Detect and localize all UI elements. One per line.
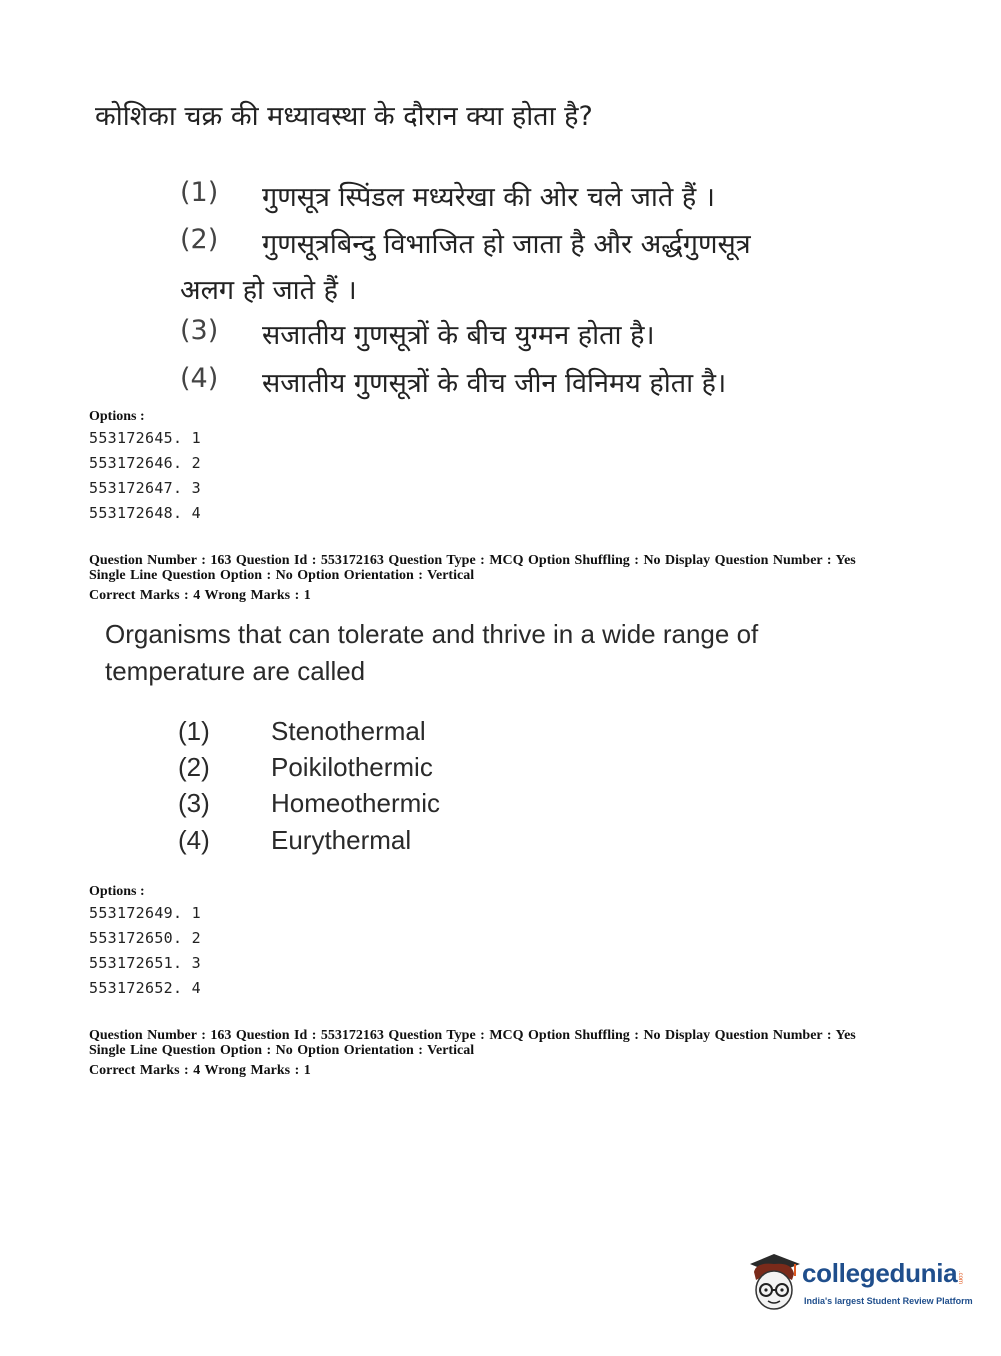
option-text: गुणसूत्रबिन्दु विभाजित हो जाता है और अर्द्धगुणसूत्र: [262, 229, 751, 260]
question-meta-line-1: Question Number : 163 Question Id : 553172163 Question Type : MCQ Option Shuffling : No Display Question Number : Yes: [89, 1028, 856, 1043]
option-text: सजातीय गुणसूत्रों के बीच युग्मन होता है।: [262, 320, 655, 351]
q1-option-4: [180, 363, 880, 397]
marks-line: Correct Marks : 4 Wrong Marks : 1: [89, 588, 311, 603]
options-label: Options :: [89, 409, 145, 424]
option-number: (3): [178, 788, 210, 818]
option-number: (3): [180, 315, 219, 346]
option-text: सजातीय गुणसूत्रों के वीच जीन विनिमय होता है।: [262, 368, 727, 399]
question-meta-line-1: Question Number : 163 Question Id : 553172163 Question Type : MCQ Option Shuffling : No Display Question Number : Yes: [89, 553, 856, 568]
question-1-text: कोशिका चक्र की मध्यावस्था के दौरान क्या होता है?: [95, 101, 593, 132]
options-label: Options :: [89, 884, 145, 899]
option-text: अलग हो जाते हैं ।: [180, 275, 357, 306]
collegedunia-logo: [744, 1250, 974, 1320]
q1-option-3: [180, 315, 880, 349]
option-number: (4): [178, 825, 210, 855]
logo-wordmark: collegedunia: [802, 1258, 958, 1288]
question-2-text: Organisms that can tolerate and thrive in a wide range of temperature are called: [105, 619, 759, 686]
q2-option-1: [178, 716, 578, 748]
option-text: गुणसूत्र स्पिंडल मध्यरेखा की ओर चले जाते हैं ।: [262, 182, 716, 213]
option-id: 553172646. 2: [89, 454, 201, 472]
q2-option-4: [178, 825, 578, 857]
q1-option-1: [180, 177, 880, 211]
option-text: Homeothermic: [271, 788, 441, 818]
q1-option-2: [180, 224, 880, 258]
option-text: Eurythermal: [271, 825, 412, 855]
option-number: (1): [180, 177, 219, 208]
option-number: (2): [178, 752, 210, 782]
question-meta-line-2: Single Line Question Option : No Option Orientation : Vertical: [89, 568, 475, 583]
option-id: 553172649. 1: [89, 904, 201, 922]
option-number: (1): [178, 716, 210, 746]
option-id: 553172647. 3: [89, 479, 201, 497]
logo-tagline: India's largest Student Review Platform: [804, 1296, 973, 1306]
option-number: (4): [180, 363, 219, 394]
option-text: Stenothermal: [271, 716, 426, 746]
q1-option-2-continued: [180, 270, 880, 304]
marks-line: Correct Marks : 4 Wrong Marks : 1: [89, 1063, 311, 1078]
option-id: 553172648. 4: [89, 504, 201, 522]
q2-option-2: [178, 752, 578, 784]
question-meta-line-2: Single Line Question Option : No Option Orientation : Vertical: [89, 1043, 475, 1058]
option-number: (2): [180, 224, 219, 255]
option-id: 553172652. 4: [89, 979, 201, 997]
option-id: 553172645. 1: [89, 429, 201, 447]
option-id: 553172650. 2: [89, 929, 201, 947]
logo-domain-suffix: .com: [957, 1271, 963, 1285]
mascot-icon: [744, 1250, 804, 1314]
option-text: Poikilothermic: [271, 752, 433, 782]
option-id: 553172651. 3: [89, 954, 201, 972]
q2-option-3: [178, 788, 578, 820]
